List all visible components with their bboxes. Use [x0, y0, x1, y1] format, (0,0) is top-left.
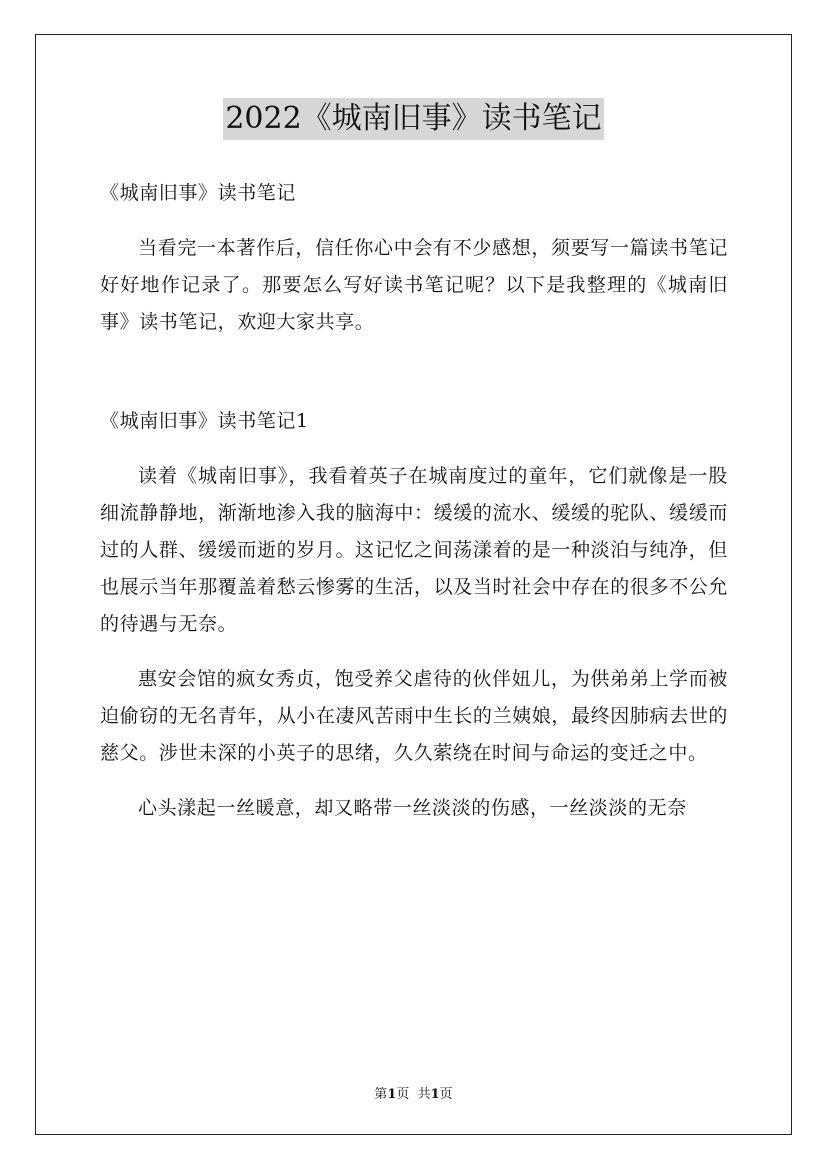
intro-heading: 《城南旧事》读书笔记	[100, 182, 297, 204]
footer-page-suffix: 页	[439, 1087, 453, 1102]
section1-paragraph-1: 读着《城南旧事》，我看着英子在城南度过的童年，它们就像是一股细流静静地，渐渐地渗入我的脑海中：缓缓的流水、缓缓的驼队、缓缓而过的人群、缓缓而逝的岁月。这记忆之间荡漾着的是一种淡泊与纯净，但也展示当年那覆盖着愁云惨雾的生活，以及当时社会中存在的很多不公允的待遇与无奈。	[100, 465, 728, 635]
section1-paragraph-2: 惠安会馆的疯女秀贞，饱受养父虐待的伙伴妞儿，为供弟弟上学而被迫偷窃的无名青年，从小在凄风苦雨中生长的兰姨娘，最终因肺病去世的慈父。涉世未深的小英子的思绪，久久萦绕在时间与命运的变迁之中。	[100, 668, 728, 764]
intro-paragraph: 当看完一本著作后，信任你心中会有不少感想，须要写一篇读书笔记好好地作记录了。那要怎么写好读书笔记呢？以下是我整理的《城南旧事》读书笔记，欢迎大家共享。	[100, 237, 728, 333]
document-title-text: 2022《城南旧事》读书笔记	[223, 98, 603, 140]
footer-page-total: 1	[430, 1087, 440, 1102]
document-body	[100, 175, 728, 827]
footer-page-current: 1	[387, 1087, 397, 1102]
section1-heading: 《城南旧事》读书笔记1	[100, 410, 309, 432]
document-title	[0, 98, 827, 140]
footer-page-prefix: 第	[374, 1087, 388, 1102]
page-footer	[0, 1083, 827, 1102]
section1-paragraph-3: 心头漾起一丝暖意，却又略带一丝淡淡的伤感，一丝淡淡的无奈	[138, 797, 687, 819]
footer-page-mid: 页 共	[396, 1087, 431, 1102]
